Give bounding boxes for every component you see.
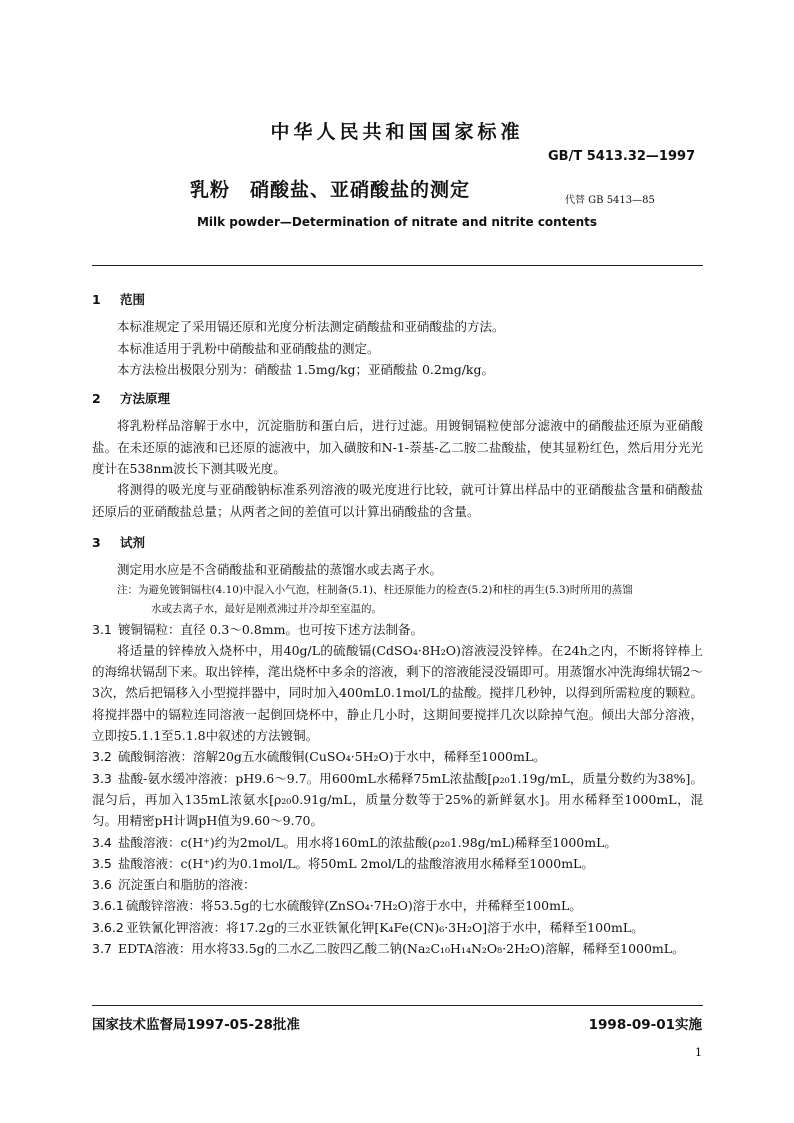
clause-3-5: 3.5 盐酸溶液：c(H⁺)约为0.1mol/L。将50mL 2mol/L的盐酸溶液用水稀释至1000mL。 bbox=[92, 855, 594, 871]
clause-3-1-body: 将适量的锌棒放入烧杯中，用40g/L的硫酸镉(CdSO₄·8H₂O)溶液浸没锌棒。在24h之内，不断将锌棒上的海绵状镉刮下来。取出锌棒，滗出烧杯中多余的溶液，剩下的溶液能浸没镉即可。用蒸馏水冲洗海绵状镉2～3次，然后把镉移入小型搅拌器中，同时加入400mL0.1mol/L的盐酸。搅拌几秒钟，以得到所需粒度的颗粒。将搅拌器中的镉粒连同溶液一起倒回烧杯中，静止几小时，这期间要搅拌几次以除掉气泡。倾出大部分溶液，立即按5.1.1至5.1.8中叙述的方法镀铜。 bbox=[92, 642, 703, 744]
replaces-standard: 代替 GB 5413—85 bbox=[565, 195, 655, 206]
header-divider bbox=[92, 265, 703, 266]
section-1-paragraph: 本标准规定了采用镉还原和光度分析法测定硝酸盐和亚硝酸盐的方法。 bbox=[117, 319, 505, 335]
standard-organization: 中华人民共和国国家标准 bbox=[270, 121, 524, 143]
approval-date: 国家技术监督局1997-05-28批准 bbox=[92, 1017, 300, 1033]
implementation-date: 1998-09-01实施 bbox=[588, 1017, 702, 1033]
clause-3-6-1: 3.6.1 硫酸锌溶液：将53.5g的七水硫酸锌(ZnSO₄·7H₂O)溶于水中，并稀释至100mL。 bbox=[92, 898, 582, 914]
clause-3-7: 3.7 EDTA溶液：用水将33.5g的二水乙二胺四乙酸二钠(Na₂C₁₀H₁₄N₂O₈·2H₂O)溶解，稀释至1000mL。 bbox=[92, 941, 685, 957]
section-2-heading: 2 方法原理 bbox=[92, 391, 171, 407]
title-part-2: 硝酸盐、亚硝酸盐的测定 bbox=[250, 179, 471, 201]
footer-divider bbox=[92, 1005, 703, 1006]
section-2-paragraph: 将乳粉样品溶解于水中，沉淀脂肪和蛋白后，进行过滤。用镀铜镉粒使部分滤液中的硝酸盐还原为亚硝酸盐。在未还原的滤液和已还原的滤液中，加入磺胺和N-1-萘基-乙二胺二盐酸盐，使其显粉红色，然后用分光光度计在538nm波长下测其吸光度。 bbox=[92, 418, 703, 477]
clause-3-6: 3.6 沉淀蛋白和脂肪的溶液： bbox=[92, 877, 256, 893]
section-2-paragraph: 将测得的吸光度与亚硝酸钠标准系列溶液的吸光度进行比较，就可计算出样品中的亚硝酸盐含量和硝酸盐还原后的亚硝酸盐总量；从两者之间的差值可以计算出硝酸盐的含量。 bbox=[92, 482, 703, 519]
document-body bbox=[92, 285, 703, 959]
section-3-paragraph: 测定用水应是不含硝酸盐和亚硝酸盐的蒸馏水或去离子水。 bbox=[117, 562, 443, 578]
clause-3-4: 3.4 盐酸溶液：c(H⁺)约为2mol/L。用水将160mL的浓盐酸(ρ₂₀1.98g/mL)稀释至1000mL。 bbox=[92, 834, 617, 850]
section-3-heading: 3 试剂 bbox=[92, 534, 146, 550]
clause-3-6-2: 3.6.2 亚铁氰化钾溶液：将17.2g的三水亚铁氰化钾[K₄Fe(CN)₆·3H₂O]溶于水中，稀释至100mL。 bbox=[92, 919, 644, 935]
section-1-paragraph: 本方法检出极限分别为：硝酸盐 1.5mg/kg；亚硝酸盐 0.2mg/kg。 bbox=[117, 361, 494, 377]
section-1-heading: 1 范围 bbox=[92, 292, 146, 307]
document-title-en: Milk powder—Determination of nitrate and nitrite contents bbox=[196, 215, 598, 229]
clause-3-2: 3.2 硫酸铜溶液：溶解20g五水硫酸铜(CuSO₄·5H₂O)于水中，稀释至1000mL。 bbox=[92, 749, 546, 765]
standard-number: GB/T 5413.32—1997 bbox=[548, 149, 696, 164]
clause-3-3: 3.3 盐酸-氨水缓冲溶液：pH9.6～9.7。用600mL水稀释75mL浓盐酸[ρ₂₀1.19g/mL，质量分数约为38%]。混匀后，再加入135mL浓氨水[ρ₂₀0.91g/mL，质量分数等于25%的新鲜氨水]。用水稀释至1000mL，混匀。用精密pH计调pH值为9.60～9.70。 bbox=[92, 770, 703, 829]
document-title-cn bbox=[190, 175, 470, 202]
section-1-paragraph: 本标准适用于乳粉中硝酸盐和亚硝酸盐的测定。 bbox=[117, 340, 380, 356]
clause-3-1: 3.1 镀铜镉粒：直径 0.3～0.8mm。也可按下述方法制备。 bbox=[92, 621, 423, 637]
page-number: 1 bbox=[695, 1046, 702, 1059]
section-3-note: 注：为避免镀铜镉柱(4.10)中混入小气泡，柱制备(5.1)、柱还原能力的检查(5.2)和柱的再生(5.3)时所用的蒸馏 水或去离子水，最好是刚煮沸过并冷却至室温的。 bbox=[117, 583, 633, 615]
title-part-1: 乳粉 bbox=[190, 179, 231, 201]
